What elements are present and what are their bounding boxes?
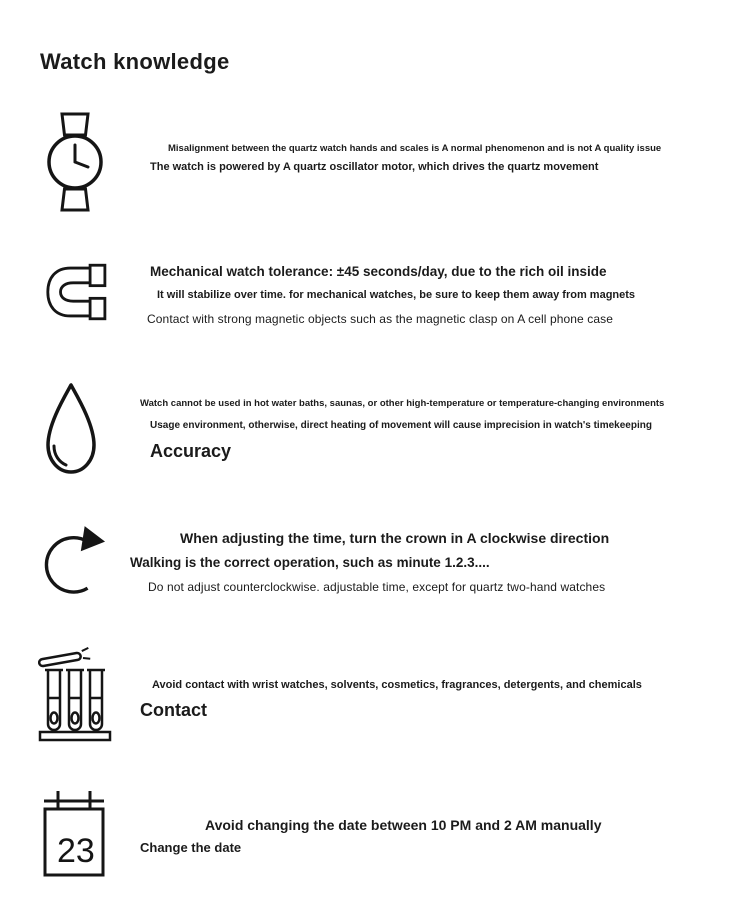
section-adjusting-line-1: When adjusting the time, turn the crown in A clockwise direction [180, 530, 610, 546]
section-quartz-line-1: Misalignment between the quartz watch hands and scales is A normal phenomenon and is not A quality issue [168, 143, 662, 154]
section-quartz-line-2: The watch is powered by A quartz oscillator motor, which drives the quartz movement [150, 161, 599, 173]
section-date-line-2: Change the date [140, 840, 242, 855]
section-temperature-line-1: Watch cannot be used in hot water baths, saunas, or other high-temperature or temperature-changing environments [140, 398, 665, 409]
calendar-day-number: 23 [57, 832, 95, 870]
section-date-line-1: Avoid changing the date between 10 PM and 2 AM manually [205, 817, 602, 833]
wristwatch-icon [45, 112, 105, 212]
section-adjusting-line-3: Do not adjust counterclockwise. adjustable time, except for quartz two-hand watches [148, 580, 606, 594]
section-magnetism-line-3: Contact with strong magnetic objects such as the magnetic clasp on A cell phone case [147, 312, 613, 326]
section-magnetism-line-2: It will stabilize over time. for mechanical watches, be sure to keep them away from magnets [157, 289, 636, 301]
section-temperature-heading: Accuracy [150, 441, 232, 461]
test-tubes-icon [38, 644, 112, 744]
section-contact-heading: Contact [140, 700, 207, 720]
section-adjusting-line-2: Walking is the correct operation, such as minute 1.2.3.... [130, 555, 490, 570]
clockwise-rotation-icon [42, 522, 106, 600]
section-contact-line-1: Avoid contact with wrist watches, solvents, cosmetics, fragrances, detergents, and chemicals [152, 679, 642, 691]
section-magnetism-line-1: Mechanical watch tolerance: ±45 seconds/day, due to the rich oil inside [150, 264, 607, 279]
page-title: Watch knowledge [40, 48, 230, 74]
magnet-icon [45, 263, 107, 321]
section-temperature-line-2: Usage environment, otherwise, direct heating of movement will cause imprecision in watch's timekeeping [150, 420, 652, 431]
water-drop-icon [42, 382, 100, 480]
calendar-icon [42, 788, 106, 878]
